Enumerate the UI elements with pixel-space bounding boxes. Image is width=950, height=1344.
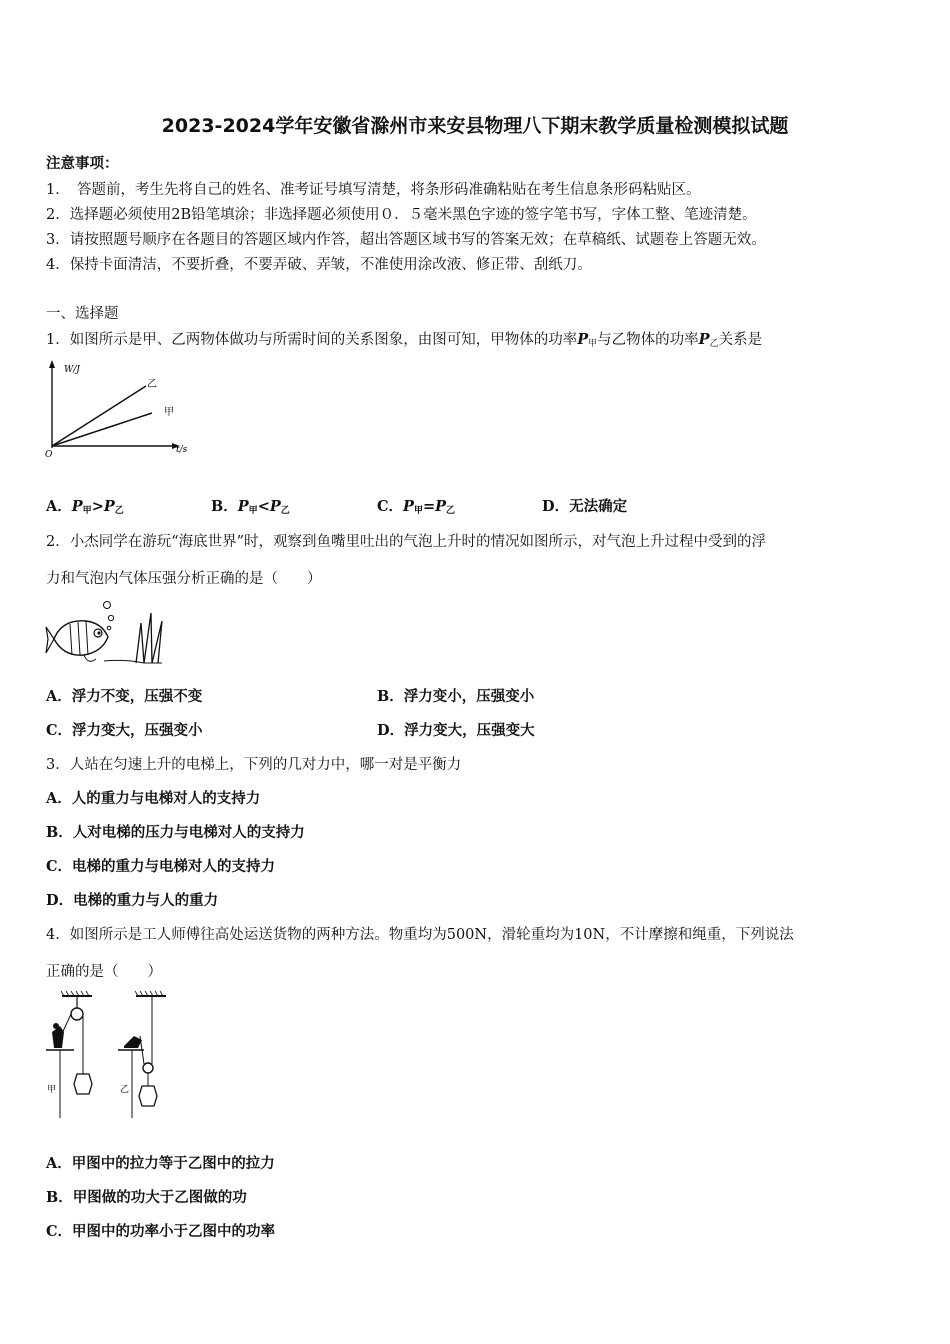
line-label-jia: 甲 <box>164 407 174 418</box>
q2-option-c[interactable]: C．浮力变大，压强变小 <box>46 722 203 739</box>
q4-option-c[interactable]: C．甲图中的功率小于乙图中的功率 <box>46 1223 276 1240</box>
q1-option-a[interactable]: A．$P_甲>P_乙$ <box>46 498 124 516</box>
section-heading: 一、选择题 <box>46 306 119 322</box>
pulley-figure <box>44 988 174 1128</box>
document-title: 2023-2024学年安徽省滁州市来安县物理八下期末教学质量检测模拟试题 <box>161 115 789 137</box>
q1-option-c[interactable]: C．$P_甲=P_乙$ <box>377 498 456 516</box>
q1-stem: 1．如图所示是甲、乙两物体做功与所需时间的关系图象，由图可知，甲物体的功率$P_甲$与乙物体的功率$P_乙$关系是 <box>46 331 763 349</box>
q1-option-b[interactable]: B．$P_甲<P_乙$ <box>211 498 290 516</box>
q2-stem-line2: 力和气泡内气体压强分析正确的是（ ） <box>46 571 322 587</box>
q1-option-d[interactable]: D．无法确定 <box>542 498 628 515</box>
notice-item: 1． 答题前，考生先将自己的姓名、准考证号填写清楚，将条形码准确粘贴在考生信息条形码粘贴区。 <box>46 182 701 198</box>
notice-heading: 注意事项： <box>46 155 119 172</box>
notice-item: 4．保持卡面清洁，不要折叠，不要弄破、弄皱，不准使用涂改液、修正带、刮纸刀。 <box>46 257 592 273</box>
q1-work-time-graph <box>40 358 200 460</box>
y-axis-label: W/J <box>64 365 80 375</box>
q2-option-a[interactable]: A．浮力不变，压强不变 <box>46 688 203 705</box>
q2-option-b[interactable]: B．浮力变小，压强变小 <box>377 688 535 705</box>
x-axis-label: t/s <box>176 445 188 455</box>
q4-stem-line2: 正确的是（ ） <box>46 964 162 980</box>
line-label-yi: 乙 <box>147 379 157 390</box>
q2-option-d[interactable]: D．浮力变大，压强变大 <box>377 722 535 739</box>
q2-stem-line1: 2．小杰同学在游玩“海底世界”时，观察到鱼嘴里吐出的气泡上升时的情况如图所示，对气泡上升过程中受到的浮 <box>46 534 767 550</box>
q4-option-b[interactable]: B．甲图做的功大于乙图做的功 <box>46 1189 247 1206</box>
right-figure-label: 乙 <box>120 1085 130 1095</box>
q3-option-a[interactable]: A．人的重力与电梯对人的支持力 <box>46 790 261 807</box>
notice-item: 3．请按照题号顺序在各题目的答题区域内作答，超出答题区域书写的答案无效；在草稿纸、试题卷上答题无效。 <box>46 232 766 248</box>
fish-bubbles-figure <box>44 597 169 669</box>
notice-item: 2．选择题必须使用2B铅笔填涂；非选择题必须使用０．５毫米黑色字迹的签字笔书写，字体工整、笔迹清楚。 <box>46 207 757 223</box>
q4-option-a[interactable]: A．甲图中的拉力等于乙图中的拉力 <box>46 1155 275 1172</box>
left-figure-label: 甲 <box>47 1085 57 1095</box>
q3-stem: 3．人站在匀速上升的电梯上，下列的几对力中，哪一对是平衡力 <box>46 757 462 773</box>
q3-option-c[interactable]: C．电梯的重力与电梯对人的支持力 <box>46 858 276 875</box>
q3-option-d[interactable]: D．电梯的重力与人的重力 <box>46 892 219 909</box>
q3-option-b[interactable]: B．人对电梯的压力与电梯对人的支持力 <box>46 824 305 841</box>
q4-stem-line1: 4．如图所示是工人师傅往高处运送货物的两种方法。物重均为500N，滑轮重均为10N，不计摩擦和绳重，下列说法 <box>46 927 794 943</box>
origin-label: O <box>45 450 53 460</box>
